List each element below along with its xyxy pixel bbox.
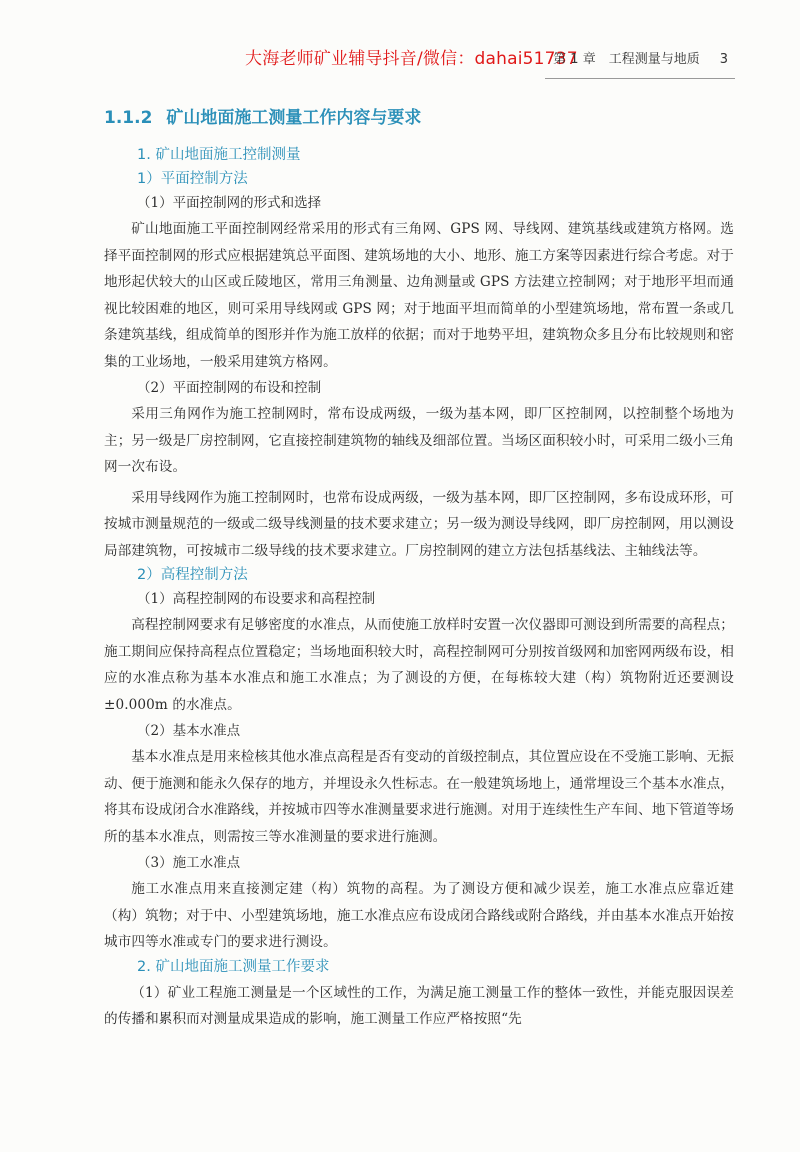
section-heading xyxy=(104,103,734,128)
page-header xyxy=(0,44,800,74)
chapter-title: 第 1 章 工程测量与地质 xyxy=(553,52,700,67)
paragraph: （1）矿业工程施工测量是一个区域性的工作，为满足施工测量工作的整体一致性，并能克服因误差的传播和累积而对测量成果造成的影响，施工测量工作应严格按照“先 xyxy=(104,984,734,1027)
heading-level2: 2. 矿山地面施工测量工作要求 xyxy=(137,958,330,975)
heading-level4: （1）高程控制网的布设要求和高程控制 xyxy=(137,591,376,607)
paragraph: 施工水准点用来直接测定建（构）筑物的高程。为了测设方便和减少误差，施工水准点应靠近建（构）筑物；对于中、小型建筑场地，施工水准点应布设成闭合路线或附合路线，并由基本水准点开始按城市四等水准或专门的要求进行测设。 xyxy=(104,881,734,950)
heading-level4: （3）施工水准点 xyxy=(137,855,241,871)
heading-level3: 2）高程控制方法 xyxy=(137,567,248,583)
page-number: 3 xyxy=(719,52,728,67)
heading-level4: （2）平面控制网的布设和控制 xyxy=(137,380,322,396)
heading-level2: 1. 矿山地面施工控制测量 xyxy=(137,147,301,163)
running-head xyxy=(553,48,728,67)
page-body xyxy=(104,103,734,1033)
paragraph: 基本水准点是用来检核其他水准点高程是否有变动的首级控制点，其位置应设在不受施工影响、无振动、便于施测和能永久保存的地方，并埋设永久性标志。在一般建筑场地上，通常埋设三个基本水准点，将其布设成闭合水准路线，并按城市四等水准测量要求进行施测。对用于连续性生产车间、地下管道等场所的基本水准点，则需按三等水准测量的要求进行施测。 xyxy=(104,749,734,845)
heading-level3: 1）平面控制方法 xyxy=(137,171,248,187)
paragraph: 采用导线网作为施工控制网时，也常布设成两级，一级为基本网，即厂区控制网，多布设成环形，可按城市测量规范的一级或二级导线测量的技术要求建立；另一级为测设导线网，即厂房控制网，用以测设局部建筑物，可按城市二级导线的技术要求建立。厂房控制网的建立方法包括基线法、主轴线法等。 xyxy=(104,489,734,559)
watermark-text: 大海老师矿业辅导抖音/微信：dahai51737 xyxy=(245,49,578,69)
paragraph: 矿山地面施工平面控制网经常采用的形式有三角网、GPS 网、导线网、建筑基线或建筑方格网。选择平面控制网的形式应根据建筑总平面图、建筑场地的大小、地形、施工方案等因素进行综合考虑。对于地形起伏较大的山区或丘陵地区，常用三角测量、边角测量或 GPS 方法建立控制网；对于地形平坦而通视比较困难的地区，则可采用导线网或 GPS 网；对于地面平坦而简单的小型建筑场地，常布置一条或几条建筑基线，组成简单的图形并作为施工放样的依据；而对于地势平坦，建筑物众多且分布比较规则和密集的工业场地，一般采用建筑方格网。 xyxy=(104,221,734,370)
section-title: 矿山地面施工测量工作内容与要求 xyxy=(166,108,422,128)
paragraph: 采用三角网作为施工控制网时，常布设成两级，一级为基本网，即厂区控制网，以控制整个场地为主；另一级是厂房控制网，它直接控制建筑物的轴线及细部位置。当场区面积较小时，可采用二级小三角网一次布设。 xyxy=(104,406,734,475)
header-rule xyxy=(545,78,735,79)
heading-level4: （2）基本水准点 xyxy=(137,723,241,739)
heading-level4: （1）平面控制网的形式和选择 xyxy=(137,195,322,211)
paragraph: 高程控制网要求有足够密度的水准点，从而使施工放样时安置一次仪器即可测设到所需要的高程点；施工期间应保持高程点位置稳定；当场地面积较大时，高程控制网可分别按首级网和加密网两级布设，相应的水准点称为基本水准点和施工水准点；为了测设的方便，在每栋较大建（构）筑物附近还要测设 ±0.000m 的水准点。 xyxy=(104,617,734,713)
section-number: 1.1.2 xyxy=(104,108,153,128)
